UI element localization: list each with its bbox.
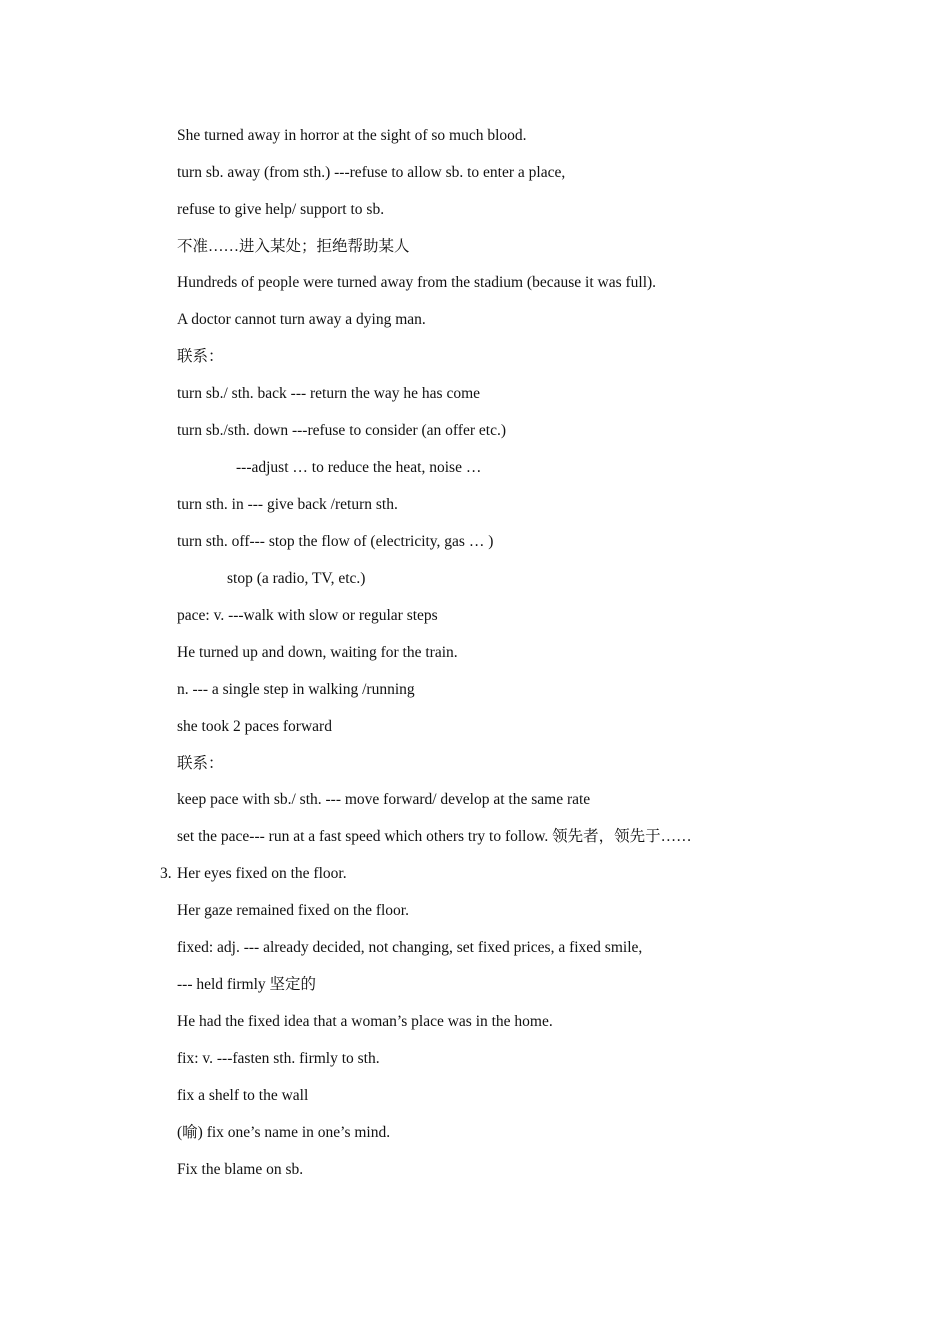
text-line: she took 2 paces forward [177, 718, 332, 735]
text-line: --- held firmly 坚定的 [177, 976, 317, 993]
text-line: He turned up and down, waiting for the train. [177, 644, 458, 661]
text-line: 不准……进入某处；拒绝帮助某人 [177, 238, 410, 255]
text-line: Fix the blame on sb. [177, 1161, 304, 1178]
text-line: 联系： [177, 755, 224, 772]
text-line: Her eyes fixed on the floor. [177, 865, 347, 882]
list-item-number: 3. [160, 865, 172, 882]
text-line: 联系： [177, 348, 224, 365]
text-line: refuse to give help/ support to sb. [177, 201, 385, 218]
text-line: turn sb./sth. down ---refuse to consider (an offer etc.) [177, 422, 506, 439]
text-line: fix a shelf to the wall [177, 1087, 309, 1104]
text-line: turn sb./ sth. back --- return the way he has come [177, 385, 481, 402]
text-line: n. --- a single step in walking /running [177, 681, 415, 698]
text-line: turn sth. off--- stop the flow of (electricity, gas … ) [177, 533, 494, 550]
text-line: keep pace with sb./ sth. --- move forward/ develop at the same rate [177, 791, 591, 808]
text-line: (喻) fix one’s name in one’s mind. [177, 1124, 391, 1141]
text-line: Her gaze remained fixed on the floor. [177, 902, 409, 919]
text-line: fix: v. ---fasten sth. firmly to sth. [177, 1050, 380, 1067]
text-line: fixed: adj. --- already decided, not changing, set fixed prices, a fixed smile, [177, 939, 643, 956]
text-line: Hundreds of people were turned away from the stadium (because it was full). [177, 274, 657, 291]
text-line: ---adjust … to reduce the heat, noise … [236, 459, 482, 476]
text-line: A doctor cannot turn away a dying man. [177, 311, 426, 328]
text-line: turn sth. in --- give back /return sth. [177, 496, 398, 513]
text-line: set the pace--- run at a fast speed which others try to follow. 领先者，领先于…… [177, 828, 692, 845]
text-line: turn sb. away (from sth.) ---refuse to allow sb. to enter a place, [177, 164, 566, 181]
text-line: pace: v. ---walk with slow or regular steps [177, 607, 438, 624]
text-line: She turned away in horror at the sight of so much blood. [177, 127, 527, 144]
text-line: stop (a radio, TV, etc.) [227, 570, 366, 587]
text-line: He had the fixed idea that a woman’s place was in the home. [177, 1013, 553, 1030]
